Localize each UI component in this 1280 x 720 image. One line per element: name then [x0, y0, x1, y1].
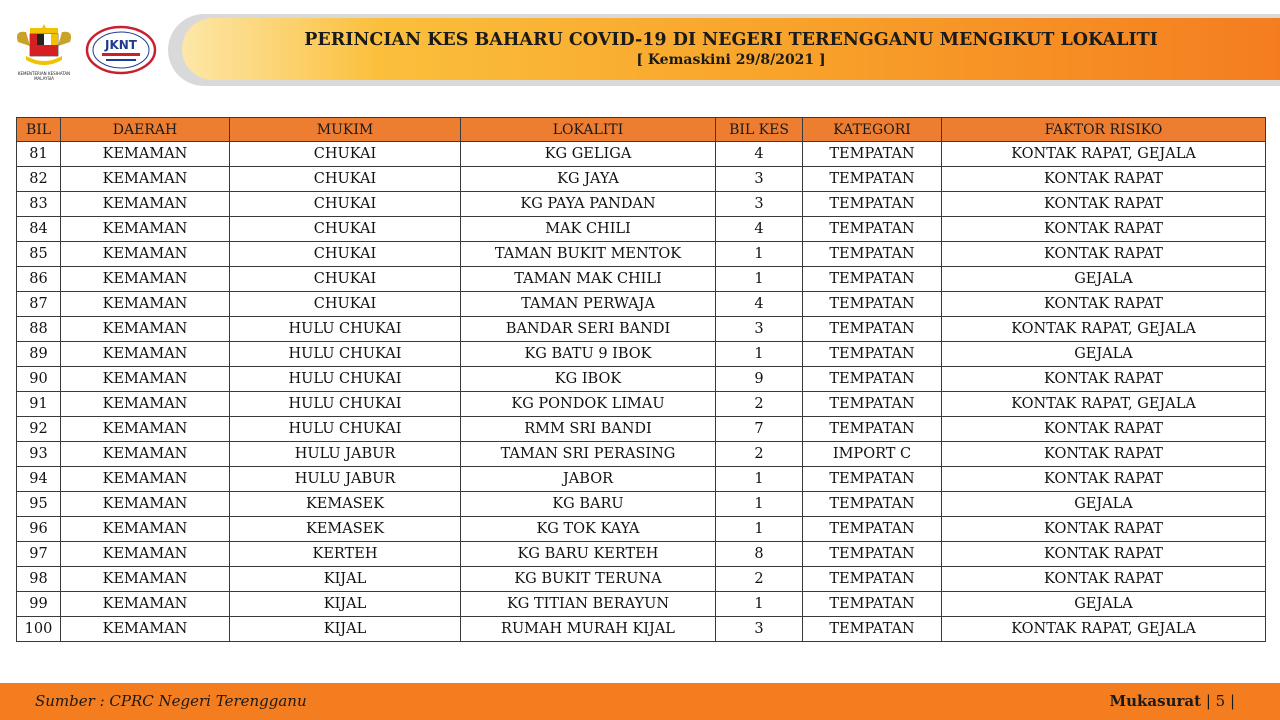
cell-mukim: KIJAL [230, 567, 461, 592]
col-header-bil: BIL [17, 118, 61, 142]
cell-bil-kes: 1 [716, 517, 803, 542]
jknt-logo [84, 24, 158, 76]
cell-daerah: KEMAMAN [61, 267, 230, 292]
cell-bil-kes: 3 [716, 317, 803, 342]
cell-lokaliti: RUMAH MURAH KIJAL [461, 617, 716, 642]
cell-faktor-risiko: GEJALA [942, 492, 1266, 517]
table-row [17, 467, 1266, 492]
cell-faktor-risiko: KONTAK RAPAT [942, 192, 1266, 217]
cell-daerah: KEMAMAN [61, 467, 230, 492]
col-header-daerah: DAERAH [61, 118, 230, 142]
table-header-row [17, 118, 1266, 142]
cell-mukim: CHUKAI [230, 292, 461, 317]
cell-kategori: TEMPATAN [803, 367, 942, 392]
source-note: Sumber : CPRC Negeri Terengganu [35, 692, 307, 710]
cell-kategori: TEMPATAN [803, 592, 942, 617]
cell-mukim: CHUKAI [230, 217, 461, 242]
table-body [17, 142, 1266, 642]
cell-bil: 83 [17, 192, 61, 217]
cell-mukim: HULU JABUR [230, 467, 461, 492]
cell-bil-kes: 3 [716, 617, 803, 642]
cell-bil: 100 [17, 617, 61, 642]
cell-daerah: KEMAMAN [61, 217, 230, 242]
table-row [17, 217, 1266, 242]
cell-daerah: KEMAMAN [61, 567, 230, 592]
table-row [17, 392, 1266, 417]
cell-kategori: TEMPATAN [803, 542, 942, 567]
cell-faktor-risiko: KONTAK RAPAT, GEJALA [942, 392, 1266, 417]
kkm-logo-text-line2: MALAYSIA [34, 76, 54, 81]
col-header-faktor-risiko: FAKTOR RISIKO [942, 118, 1266, 142]
cell-daerah: KEMAMAN [61, 317, 230, 342]
kkm-coat-of-arms-logo [12, 22, 76, 84]
table-row [17, 342, 1266, 367]
cell-mukim: CHUKAI [230, 167, 461, 192]
col-header-mukim: MUKIM [230, 118, 461, 142]
table-row [17, 492, 1266, 517]
cell-bil-kes: 4 [716, 292, 803, 317]
table-row [17, 242, 1266, 267]
slide-header [0, 0, 1280, 100]
cell-faktor-risiko: KONTAK RAPAT [942, 292, 1266, 317]
cell-faktor-risiko: KONTAK RAPAT [942, 417, 1266, 442]
cell-faktor-risiko: KONTAK RAPAT [942, 467, 1266, 492]
cell-bil-kes: 7 [716, 417, 803, 442]
table-row [17, 542, 1266, 567]
cases-table [16, 117, 1266, 642]
cell-kategori: TEMPATAN [803, 267, 942, 292]
page-title: PERINCIAN KES BAHARU COVID-19 DI NEGERI TERENGGANU MENGIKUT LOKALITI [304, 30, 1158, 50]
cell-daerah: KEMAMAN [61, 617, 230, 642]
cell-bil: 84 [17, 217, 61, 242]
cell-daerah: KEMAMAN [61, 592, 230, 617]
cell-bil-kes: 9 [716, 367, 803, 392]
cell-daerah: KEMAMAN [61, 492, 230, 517]
cell-bil-kes: 4 [716, 217, 803, 242]
cell-bil: 96 [17, 517, 61, 542]
table-row [17, 517, 1266, 542]
cell-mukim: KIJAL [230, 617, 461, 642]
cell-bil-kes: 3 [716, 192, 803, 217]
cell-mukim: KEMASEK [230, 492, 461, 517]
cell-lokaliti: KG TITIAN BERAYUN [461, 592, 716, 617]
cell-lokaliti: MAK CHILI [461, 217, 716, 242]
cell-lokaliti: KG BUKIT TERUNA [461, 567, 716, 592]
page-number [1110, 692, 1236, 710]
cell-kategori: TEMPATAN [803, 317, 942, 342]
cell-kategori: TEMPATAN [803, 492, 942, 517]
cell-daerah: KEMAMAN [61, 342, 230, 367]
cell-daerah: KEMAMAN [61, 367, 230, 392]
cell-bil: 87 [17, 292, 61, 317]
cell-kategori: TEMPATAN [803, 567, 942, 592]
cell-kategori: TEMPATAN [803, 342, 942, 367]
table-row [17, 292, 1266, 317]
cell-faktor-risiko: GEJALA [942, 267, 1266, 292]
cell-faktor-risiko: KONTAK RAPAT [942, 217, 1266, 242]
table-row [17, 567, 1266, 592]
cell-mukim: HULU JABUR [230, 442, 461, 467]
cell-bil: 93 [17, 442, 61, 467]
cell-lokaliti: KG BATU 9 IBOK [461, 342, 716, 367]
cell-kategori: TEMPATAN [803, 192, 942, 217]
cell-daerah: KEMAMAN [61, 517, 230, 542]
cell-mukim: HULU CHUKAI [230, 417, 461, 442]
table-row [17, 442, 1266, 467]
cell-mukim: CHUKAI [230, 142, 461, 167]
cell-mukim: CHUKAI [230, 242, 461, 267]
cell-bil: 88 [17, 317, 61, 342]
cell-bil-kes: 2 [716, 567, 803, 592]
cell-daerah: KEMAMAN [61, 192, 230, 217]
cell-bil-kes: 2 [716, 392, 803, 417]
cell-daerah: KEMAMAN [61, 167, 230, 192]
cell-bil: 97 [17, 542, 61, 567]
table-row [17, 192, 1266, 217]
cell-lokaliti: KG BARU KERTEH [461, 542, 716, 567]
cell-bil: 94 [17, 467, 61, 492]
cell-mukim: HULU CHUKAI [230, 342, 461, 367]
cell-kategori: TEMPATAN [803, 292, 942, 317]
kkm-logo-text-line1: KEMENTERIAN KESIHATAN [17, 71, 71, 76]
cell-bil: 91 [17, 392, 61, 417]
cell-lokaliti: KG JAYA [461, 167, 716, 192]
cell-faktor-risiko: KONTAK RAPAT [942, 542, 1266, 567]
cell-kategori: TEMPATAN [803, 417, 942, 442]
cell-lokaliti: KG PONDOK LIMAU [461, 392, 716, 417]
cell-mukim: KERTEH [230, 542, 461, 567]
col-header-lokaliti: LOKALITI [461, 118, 716, 142]
table-row [17, 592, 1266, 617]
cell-bil: 82 [17, 167, 61, 192]
cell-bil-kes: 8 [716, 542, 803, 567]
cell-bil: 92 [17, 417, 61, 442]
cell-lokaliti: TAMAN PERWAJA [461, 292, 716, 317]
table-row [17, 617, 1266, 642]
cell-daerah: KEMAMAN [61, 542, 230, 567]
cell-bil-kes: 2 [716, 442, 803, 467]
cell-bil-kes: 3 [716, 167, 803, 192]
cell-lokaliti: TAMAN SRI PERASING [461, 442, 716, 467]
cell-faktor-risiko: KONTAK RAPAT [942, 442, 1266, 467]
cell-bil: 98 [17, 567, 61, 592]
cell-lokaliti: TAMAN BUKIT MENTOK [461, 242, 716, 267]
cell-bil: 81 [17, 142, 61, 167]
cell-lokaliti: KG TOK KAYA [461, 517, 716, 542]
cell-daerah: KEMAMAN [61, 142, 230, 167]
cell-kategori: IMPORT C [803, 442, 942, 467]
cell-faktor-risiko: GEJALA [942, 592, 1266, 617]
cell-bil: 86 [17, 267, 61, 292]
page-number-value: | 5 | [1205, 692, 1235, 710]
cell-faktor-risiko: KONTAK RAPAT [942, 517, 1266, 542]
jknt-logo-text: JKNT [105, 38, 137, 52]
cell-bil-kes: 1 [716, 342, 803, 367]
cell-faktor-risiko: KONTAK RAPAT [942, 367, 1266, 392]
cell-daerah: KEMAMAN [61, 392, 230, 417]
cell-lokaliti: KG GELIGA [461, 142, 716, 167]
cell-daerah: KEMAMAN [61, 417, 230, 442]
cell-bil-kes: 1 [716, 467, 803, 492]
cell-daerah: KEMAMAN [61, 242, 230, 267]
cell-lokaliti: KG IBOK [461, 367, 716, 392]
cell-lokaliti: BANDAR SERI BANDI [461, 317, 716, 342]
cell-lokaliti: JABOR [461, 467, 716, 492]
cell-faktor-risiko: GEJALA [942, 342, 1266, 367]
cell-kategori: TEMPATAN [803, 167, 942, 192]
cell-mukim: HULU CHUKAI [230, 392, 461, 417]
cell-bil: 89 [17, 342, 61, 367]
cell-faktor-risiko: KONTAK RAPAT [942, 242, 1266, 267]
cell-kategori: TEMPATAN [803, 242, 942, 267]
cell-kategori: TEMPATAN [803, 617, 942, 642]
cell-kategori: TEMPATAN [803, 467, 942, 492]
cell-bil-kes: 1 [716, 592, 803, 617]
cell-bil: 95 [17, 492, 61, 517]
cell-mukim: CHUKAI [230, 192, 461, 217]
table-row [17, 167, 1266, 192]
cell-bil-kes: 1 [716, 242, 803, 267]
cell-bil-kes: 4 [716, 142, 803, 167]
page-label: Mukasurat [1109, 692, 1202, 710]
cell-kategori: TEMPATAN [803, 217, 942, 242]
table-row [17, 142, 1266, 167]
cell-mukim: HULU CHUKAI [230, 367, 461, 392]
col-header-bil-kes: BIL KES [716, 118, 803, 142]
table-row [17, 267, 1266, 292]
cell-kategori: TEMPATAN [803, 392, 942, 417]
cell-faktor-risiko: KONTAK RAPAT, GEJALA [942, 617, 1266, 642]
cell-lokaliti: RMM SRI BANDI [461, 417, 716, 442]
table-row [17, 417, 1266, 442]
cell-faktor-risiko: KONTAK RAPAT, GEJALA [942, 317, 1266, 342]
cell-kategori: TEMPATAN [803, 517, 942, 542]
footer-bar [0, 683, 1280, 720]
col-header-kategori: KATEGORI [803, 118, 942, 142]
cell-lokaliti: KG PAYA PANDAN [461, 192, 716, 217]
cell-bil-kes: 1 [716, 492, 803, 517]
cell-bil: 85 [17, 242, 61, 267]
update-date: [ Kemaskini 29/8/2021 ] [636, 52, 826, 68]
cell-bil: 99 [17, 592, 61, 617]
table-row [17, 317, 1266, 342]
cell-mukim: CHUKAI [230, 267, 461, 292]
cell-bil: 90 [17, 367, 61, 392]
cell-lokaliti: KG BARU [461, 492, 716, 517]
cell-mukim: KIJAL [230, 592, 461, 617]
cell-mukim: HULU CHUKAI [230, 317, 461, 342]
cell-lokaliti: TAMAN MAK CHILI [461, 267, 716, 292]
cell-mukim: KEMASEK [230, 517, 461, 542]
cell-daerah: KEMAMAN [61, 442, 230, 467]
table-row [17, 367, 1266, 392]
cell-faktor-risiko: KONTAK RAPAT [942, 567, 1266, 592]
cell-kategori: TEMPATAN [803, 142, 942, 167]
cell-faktor-risiko: KONTAK RAPAT [942, 167, 1266, 192]
cell-daerah: KEMAMAN [61, 292, 230, 317]
cell-faktor-risiko: KONTAK RAPAT, GEJALA [942, 142, 1266, 167]
cell-bil-kes: 1 [716, 267, 803, 292]
